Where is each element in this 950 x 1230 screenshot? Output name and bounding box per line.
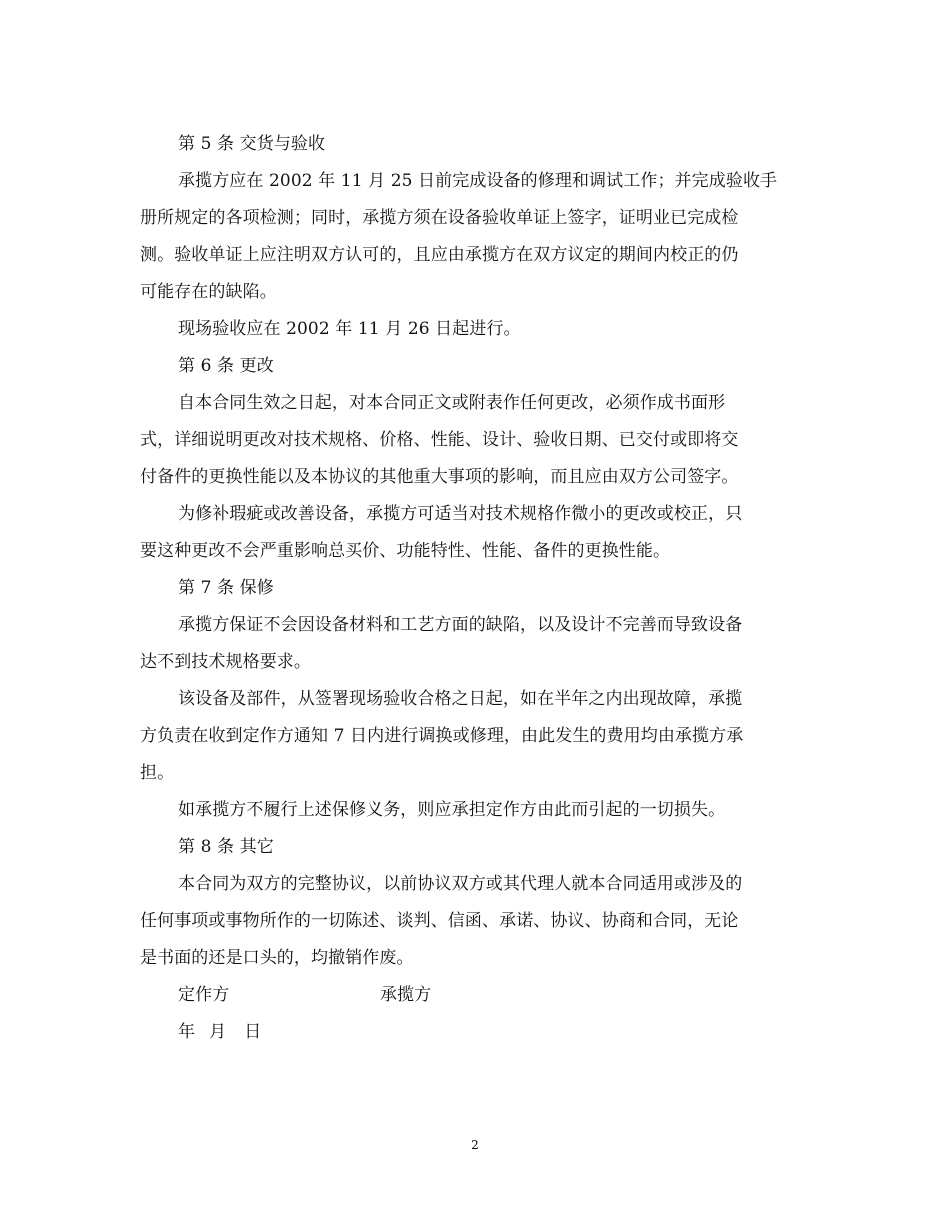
article-6-paragraph-2 [140,496,815,570]
article-7-paragraph-3 [140,792,815,829]
article-6-paragraph-1 [140,385,815,496]
date-year-label: 年 [178,1022,196,1042]
text-line: 承揽方保证不会因设备材料和工艺方面的缺陷，以及设计不完善而导致设备 [178,615,743,635]
text-line: 该设备及部件，从签署现场验收合格之日起，如在半年之内出现故障，承揽 [178,689,743,709]
text-line: 任何事项或事物所作的一切陈述、谈判、信函、承诺、协议、协商和合同，无论 [140,911,739,931]
text-line: 为修补瑕疵或改善设备，承揽方可适当对技术规格作微小的更改或校正，只 [178,504,743,524]
article-5-heading: 第 5 条 交货与验收 [178,134,326,154]
text-line: 担。 [140,763,175,783]
text-line: 如承揽方不履行上述保修义务，则应承担定作方由此而引起的一切损失。 [178,800,726,820]
text-line: 现场验收应在 2002 年 11 月 26 日起进行。 [178,319,521,339]
article-5-paragraph-1 [140,163,815,311]
text-line: 本合同为双方的完整协议，以前协议双方或其代理人就本合同适用或涉及的 [178,874,743,894]
article-7-paragraph-2 [140,681,815,792]
article-7-paragraph-1 [140,607,815,681]
text-line: 测。验收单证上应注明双方认可的，且应由承揽方在双方议定的期间内校正的仍 [140,245,739,265]
text-line: 式，详细说明更改对技术规格、价格、性能、设计、验收日期、已交付或即将交 [140,430,739,450]
document-body [140,126,815,1051]
text-line: 承揽方应在 2002 年 11 月 25 日前完成设备的修理和调试工作；并完成验收手 [178,171,778,191]
article-8-heading: 第 8 条 其它 [178,837,274,857]
text-line: 自本合同生效之日起，对本合同正文或附表作任何更改，必须作成书面形 [178,393,726,413]
signature-row [140,977,815,1014]
text-line: 要这种更改不会严重影响总买价、功能特性、性能、备件的更换性能。 [140,541,671,561]
party-a-label: 定作方 [178,985,230,1005]
text-line: 方负责在收到定作方通知 7 日内进行调换或修理，由此发生的费用均由承揽方承 [140,726,744,746]
text-line: 可能存在的缺陷。 [140,282,277,302]
text-line: 册所规定的各项检测；同时，承揽方须在设备验收单证上签字，证明业已完成检 [140,208,739,228]
article-8-paragraph-1 [140,866,815,977]
text-line: 付备件的更换性能以及本协议的其他重大事项的影响，而且应由双方公司签字。 [140,467,739,487]
date-month-label: 月 [209,1022,227,1042]
article-7-heading: 第 7 条 保修 [178,578,274,598]
article-6-heading: 第 6 条 更改 [178,356,274,376]
party-b-label: 承揽方 [380,985,432,1005]
article-5-paragraph-2 [140,311,815,348]
text-line: 是书面的还是口头的，均撤销作废。 [140,948,414,968]
date-line [140,1014,815,1051]
page-number: 2 [471,1138,479,1152]
text-line: 达不到技术规格要求。 [140,652,311,672]
date-day-label: 日 [244,1022,262,1042]
